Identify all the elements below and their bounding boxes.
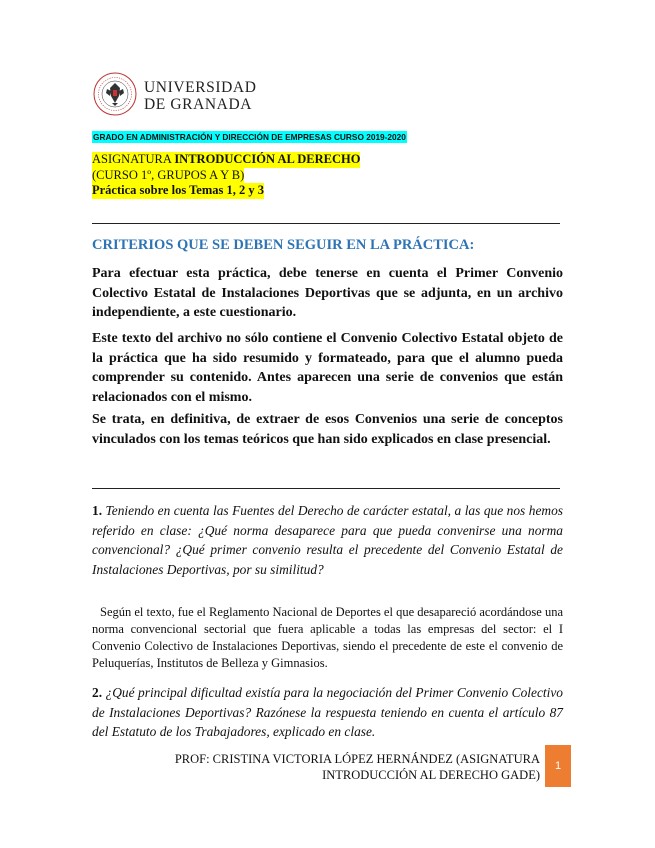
question-1-number: 1. — [92, 503, 103, 518]
question-1 — [92, 501, 563, 579]
question-1-text: Teniendo en cuenta las Fuentes del Derecho de carácter estatal, a las que nos hemos referido en clase: ¿Qué norma desaparece para que pueda convenirse una norma convencional? ¿Qué primer convenio resulta el precedente del Convenio Estatal de Instalaciones Deportivas, por su similitud? — [92, 503, 563, 577]
degree-banner: GRADO EN ADMINISTRACIÓN Y DIRECCIÓN DE EMPRESAS CURSO 2019-2020 — [93, 132, 406, 142]
footer-text — [150, 751, 540, 783]
question-2-text: ¿Qué principal dificultad existía para la negociación del Primer Convenio Colectivo de Instalaciones Deportivas? Razónese la respuesta teniendo en cuenta el artículo 87 del Estatuto de los Trabajadores, explicado en clase. — [92, 685, 563, 739]
footer-line-2: INTRODUCCIÓN AL DERECHO GADE) — [322, 768, 540, 782]
criteria-paragraph-3: Se trata, en definitiva, de extraer de esos Convenios una serie de conceptos vinculados con los temas teóricos que han sido explicados en clase presencial. — [92, 412, 563, 447]
question-2-number: 2. — [92, 685, 103, 700]
criteria-paragraph-1: Para efectuar esta práctica, debe tenerse en cuenta el Primer Convenio Colectivo Estatal de Instalaciones Deportivas que se adjunta, en un archivo independiente, a este cuestionario. — [92, 266, 563, 320]
subject-name: INTRODUCCIÓN AL DERECHO — [174, 152, 361, 166]
subject-line — [92, 152, 360, 168]
course-line: (CURSO 1º, GRUPOS A Y B) — [92, 167, 245, 182]
criteria-heading: CRITERIOS QUE SE DEBEN SEGUIR EN LA PRÁCTICA: — [92, 237, 475, 253]
answer-1: Según el texto, fue el Reglamento Nacional de Deportes el que desapareció acordándose una norma convencional sectorial que fuera aplicable a todas las empresas del sector: el I Convenio Colectivo de Instalaciones Deportivas, siendo el precedente de este el convenio de Peluquerías, Institutos de Belleza y Gimnasios. — [92, 605, 564, 670]
question-2 — [92, 683, 563, 742]
subject-block — [92, 152, 360, 199]
page-number-badge: 1 — [545, 745, 571, 787]
divider-middle — [92, 488, 560, 489]
university-name-line2: DE GRANADA — [144, 96, 253, 113]
criteria-paragraph-2: Este texto del archivo no sólo contiene el Convenio Colectivo Estatal objeto de la práctica que ha sido resumido y formateado, para que el alumno pueda comprender su contenido. Antes aparecen una serie de convenios que están relacionados con el mismo. — [92, 331, 563, 405]
footer-line-1: PROF: CRISTINA VICTORIA LÓPEZ HERNÁNDEZ (ASIGNATURA — [174, 752, 540, 766]
subject-prefix: ASIGNATURA — [92, 152, 175, 166]
university-name-line1: UNIVERSIDAD — [144, 79, 257, 96]
practice-line: Práctica sobre los Temas 1, 2 y 3 — [92, 183, 264, 197]
university-seal-icon — [93, 72, 137, 116]
divider-top — [92, 223, 560, 224]
